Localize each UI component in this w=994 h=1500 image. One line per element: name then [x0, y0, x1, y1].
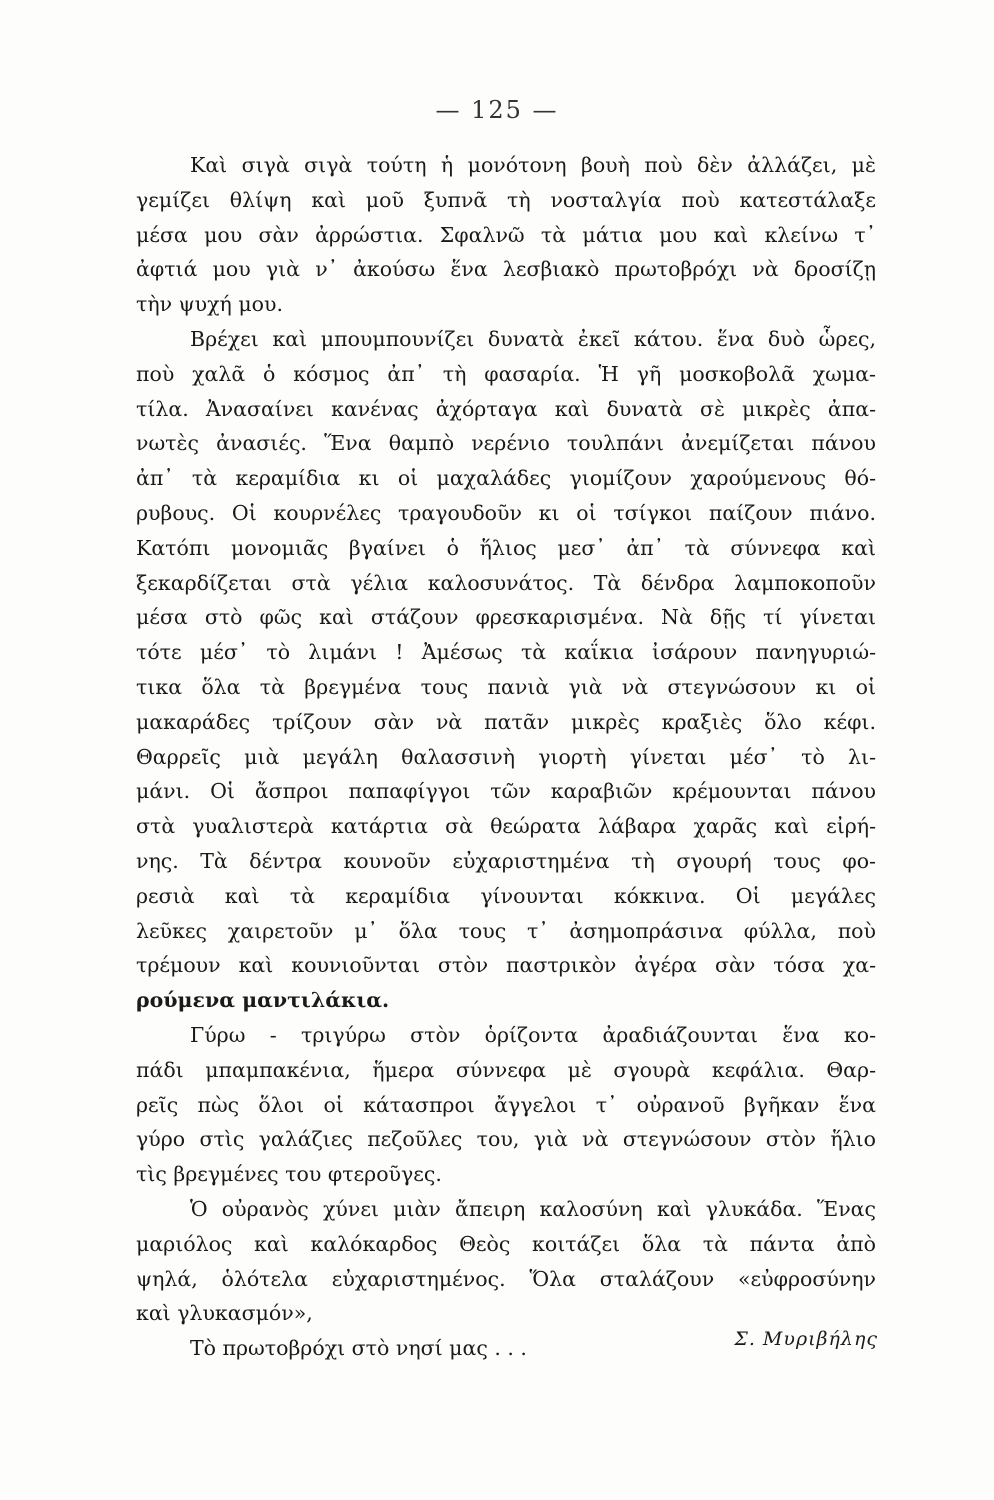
- text-line: ἀπ᾽ τὰ κεραμίδια κι οἱ μαχαλάδες γιομίζουν χαρούμενους θό-: [136, 466, 876, 491]
- paragraph-1: [136, 148, 876, 322]
- text-line: ποὺ χαλᾶ ὁ κόσμος ἀπ᾽ τὴ φασαρία. Ἡ γῆ μοσκοβολᾶ χωμα-: [136, 361, 876, 386]
- text-line: μαριόλος καὶ καλόκαρδος Θεὸς κοιτάζει ὅλα τὰ πάντα ἀπὸ: [136, 1231, 876, 1256]
- text-line: πάδι μπαμπακένια, ἥμερα σύννεφα μὲ σγουρὰ κεφάλια. Θαρ-: [136, 1057, 876, 1082]
- text-line: τίλα. Ἀνασαίνει κανένας ἀχόρταγα καὶ δυνατὰ σὲ μικρὲς ἀπα-: [136, 396, 876, 421]
- text-line: γεμίζει θλίψη καὶ μοῦ ξυπνᾶ τὴ νοσταλγία ποὺ κατεστάλαξε: [136, 187, 876, 212]
- text-line: ρεῖς πὼς ὅλοι οἱ κάτασπροι ἄγγελοι τ᾽ οὐρανοῦ βγῆκαν ἕνα: [136, 1092, 876, 1117]
- text-line: νης. Τὰ δέντρα κουνοῦν εὐχαριστημένα τὴ σγουρή τους φο-: [136, 848, 876, 873]
- text-line: τότε μέσ᾽ τὸ λιμάνι ! Ἀμέσως τὰ καΐκια ἰσάρουν πανηγυριώ-: [136, 640, 876, 665]
- text-line: ρούμενα μαντιλάκια.: [136, 988, 390, 1013]
- author-signature: Σ. Μυριβήλης: [734, 1328, 878, 1350]
- text-line: στὰ γυαλιστερὰ κατάρτια σὰ θεώρατα λάβαρα χαρᾶς καὶ εἰρή-: [136, 814, 876, 839]
- text-line: Γύρω - τριγύρω στὸν ὁρίζοντα ἀραδιάζουνται ἕνα κο-: [190, 1022, 876, 1047]
- text-line: μακαράδες τρίζουν σὰν νὰ πατᾶν μικρὲς κραξιὲς ὅλο κέφι.: [136, 709, 876, 734]
- text-line: τικα ὅλα τὰ βρεγμένα τους πανιὰ γιὰ νὰ στεγνώσουν κι οἱ: [136, 674, 876, 699]
- text-line: ξεκαρδίζεται στὰ γέλια καλοσυνάτος. Τὰ δένδρα λαμποκοποῦν: [136, 570, 876, 595]
- text-line: μάνι. Οἱ ἄσπροι παπαφίγγοι τῶν καραβιῶν κρέμουνται πάνου: [136, 779, 876, 804]
- text-line: Τὸ πρωτοβρόχι στὸ νησί μας . . .: [190, 1336, 527, 1361]
- text-line: τὴν ψυχή μου.: [136, 292, 284, 317]
- text-line: ἀφτιά μου γιὰ ν᾽ ἀκούσω ἕνα λεσβιακὸ πρωτοβρόχι νὰ δροσίζῃ: [136, 257, 876, 282]
- paragraph-2: [136, 322, 876, 1018]
- page-number: — 125 —: [435, 96, 559, 124]
- text-line: τρέμουν καὶ κουνιοῦνται στὸν παστρικὸν ἀγέρα σὰν τόσα χα-: [136, 953, 876, 978]
- text-line: νωτὲς ἀνασιές. Ἕνα θαμπὸ νερένιο τουλπάνι ἀνεμίζεται πάνου: [136, 431, 876, 456]
- body-text: [136, 148, 876, 1366]
- text-line: μέσα μου σὰν ἀρρώστια. Σφαλνῶ τὰ μάτια μου καὶ κλείνω τ᾽: [136, 222, 876, 247]
- text-line: γύρο στὶς γαλάζιες πεζοῦλες του, γιὰ νὰ στεγνώσουν στὸν ἥλιο: [136, 1127, 876, 1152]
- text-line: Θαρρεῖς μιὰ μεγάλη θαλασσινὴ γιορτὴ γίνεται μέσ᾽ τὸ λι-: [136, 744, 876, 769]
- text-line: Βρέχει καὶ μπουμπουνίζει δυνατὰ ἐκεῖ κάτου. ἕνα δυὸ ὧρες,: [190, 326, 876, 351]
- paragraph-3: [136, 1018, 876, 1192]
- text-line: τὶς βρεγμένες του φτεροῦγες.: [136, 1162, 442, 1187]
- paragraph-4: [136, 1192, 876, 1331]
- text-line: ρυβους. Οἱ κουρνέλες τραγουδοῦν κι οἱ τσίγκοι παίζουν πιάνο.: [136, 500, 876, 525]
- text-line: Καὶ σιγὰ σιγὰ τούτη ἡ μονότονη βουὴ ποὺ δὲν ἀλλάζει, μὲ: [190, 153, 876, 177]
- text-line: Ὁ οὐρανὸς χύνει μιὰν ἄπειρη καλοσύνη καὶ γλυκάδα. Ἕνας: [190, 1196, 876, 1221]
- text-line: καὶ γλυκασμόν»,: [136, 1301, 313, 1326]
- text-line: λεῦκες χαιρετοῦν μ᾽ ὅλα τους τ᾽ ἀσημοπράσινα φύλλα, ποὺ: [136, 918, 876, 943]
- text-line: ρεσιὰ καὶ τὰ κεραμίδια γίνουνται κόκκινα. Οἱ μεγάλες: [136, 883, 876, 908]
- text-line: μέσα στὸ φῶς καὶ στάζουν φρεσκαρισμένα. Νὰ δῇς τί γίνεται: [136, 605, 876, 630]
- text-line: Κατόπι μονομιᾶς βγαίνει ὁ ἥλιος μεσ᾽ ἀπ᾽ τὰ σύννεφα καὶ: [136, 535, 876, 560]
- text-line: ψηλά, ὁλότελα εὐχαριστημένος. Ὅλα σταλάζουν «εὐφροσύνην: [136, 1266, 876, 1291]
